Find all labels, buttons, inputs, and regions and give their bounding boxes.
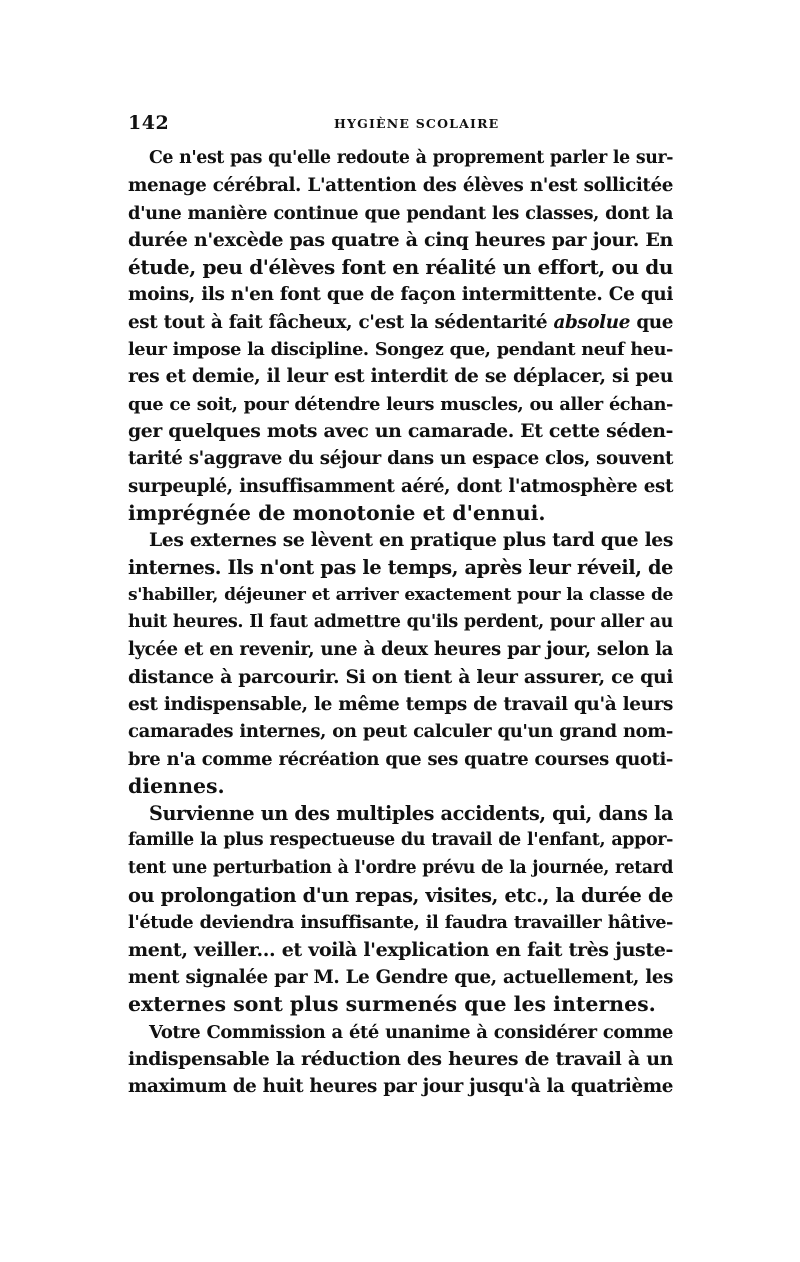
text-line: durée n'excède pas quatre à cinq heures par jour. En: [128, 228, 673, 251]
text-line: externes sont plus surmenés que les internes.: [128, 992, 656, 1017]
text-line: tarité s'aggrave du séjour dans un espace clos, souvent: [128, 448, 673, 470]
text-line: Les externes se lèvent en pratique plus tard que les: [149, 529, 673, 552]
text-segment: est tout à fait fâcheux, c'est la sédentarité: [128, 311, 554, 333]
text-line: Survienne un des multiples accidents, qui, dans la: [149, 802, 673, 826]
text-line: lycée et en revenir, une à deux heures par jour, selon la: [128, 639, 673, 661]
text-line: d'une manière continue que pendant les classes, dont la: [128, 202, 673, 224]
text-line: Votre Commission a été unanime à considérer comme: [149, 1021, 673, 1043]
text-line: huit heures. Il faut admettre qu'ils perdent, pour aller au: [128, 612, 673, 633]
emphasis-word: absolue: [553, 311, 630, 333]
text-line-with-emphasis: [128, 309, 673, 336]
text-line: ment, veiller... et voilà l'explication en fait très juste-: [128, 938, 673, 961]
text-line: imprégnée de monotonie et d'ennui.: [128, 500, 546, 525]
text-line: menage cérébral. L'attention des élèves n'est sollicitée: [128, 175, 673, 197]
text-line: res et demie, il leur est interdit de se déplacer, si peu: [128, 365, 673, 388]
text-line: s'habiller, déjeuner et arriver exactement pour la classe de: [128, 584, 673, 605]
body-text: [128, 145, 673, 1100]
running-head: [128, 112, 673, 136]
page-number: 142: [128, 112, 170, 134]
text-line: ger quelques mots avec un camarade. Et cette séden-: [128, 419, 673, 442]
text-line: famille la plus respectueuse du travail de l'enfant, appor-: [128, 830, 673, 851]
text-line: l'étude deviendra insuffisante, il faudra travailler hâtive-: [128, 912, 673, 934]
text-line: diennes.: [128, 773, 225, 798]
text-line: est indispensable, le même temps de travail qu'à leurs: [128, 693, 673, 715]
running-title: HYGIÈNE SCOLAIRE: [334, 116, 500, 131]
text-line: indispensable la réduction des heures de travail à un: [128, 1047, 673, 1070]
text-segment: que: [630, 311, 673, 333]
text-line: leur impose la discipline. Songez que, pendant neuf heu-: [128, 339, 673, 361]
paragraph-1: [128, 145, 673, 527]
text-line: étude, peu d'élèves font en réalité un effort, ou du: [128, 255, 673, 280]
paragraph-4: [128, 1019, 673, 1101]
text-line: camarades internes, on peut calculer qu'un grand nom-: [128, 721, 673, 743]
text-line: ou prolongation d'un repas, visites, etc., la durée de: [128, 884, 673, 908]
text-line: que ce soit, pour détendre leurs muscles, ou aller échan-: [128, 393, 673, 415]
text-line: internes. Ils n'ont pas le temps, après leur réveil, de: [128, 556, 673, 580]
text-line: maximum de huit heures par jour jusqu'à la quatrième: [128, 1076, 673, 1098]
text-line: moins, ils n'en font que de façon intermittente. Ce qui: [128, 284, 673, 306]
text-line: distance à parcourir. Si on tient à leur assurer, ce qui: [128, 665, 673, 688]
paragraph-2: [128, 527, 673, 800]
text-line: tent une perturbation à l'ordre prévu de la journée, retard: [128, 857, 673, 878]
paragraph-3: [128, 800, 673, 1018]
text-line: ment signalée par M. Le Gendre que, actuellement, les: [128, 966, 673, 988]
text-line: Ce n'est pas qu'elle redoute à proprement parler le sur-: [149, 148, 673, 168]
text-line: surpeuplé, insuffisamment aéré, dont l'atmosphère est: [128, 475, 673, 497]
text-line: bre n'a comme récréation que ses quatre courses quoti-: [128, 748, 673, 770]
